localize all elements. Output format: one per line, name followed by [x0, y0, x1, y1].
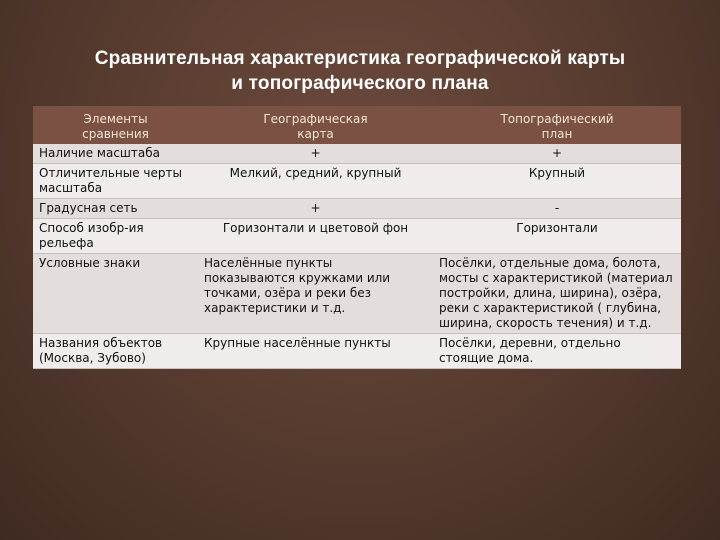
- slide-title: [0, 46, 720, 96]
- table-row: [33, 334, 681, 369]
- geo-map-cell: +: [198, 199, 433, 219]
- topo-plan-cell: -: [433, 199, 681, 219]
- table-row: [33, 219, 681, 254]
- header-cell-geo-map: Географическая карта: [198, 106, 433, 144]
- topo-plan-cell: Горизонтали: [433, 219, 681, 254]
- table-row: [33, 199, 681, 219]
- table-row: [33, 164, 681, 199]
- topo-plan-cell: Посёлки, деревни, отдельно стоящие дома.: [433, 334, 681, 369]
- row-label: Условные знаки: [33, 254, 198, 334]
- table-row: [33, 254, 681, 334]
- header-cell-elements: Элементы сравнения: [33, 106, 198, 144]
- comparison-table: [33, 106, 681, 369]
- table-header-row: [33, 106, 681, 144]
- table-row: [33, 144, 681, 164]
- slide-title-line-1: Сравнительная характеристика географической карты: [94, 48, 626, 69]
- row-label: Наличие масштаба: [33, 144, 198, 164]
- geo-map-cell: Населённые пункты показываются кружками или точками, озёра и реки без характеристики и т.д.: [198, 254, 433, 334]
- topo-plan-cell: Крупный: [433, 164, 681, 199]
- geo-map-cell: +: [198, 144, 433, 164]
- row-label: Названия объектов (Москва, Зубово): [33, 334, 198, 369]
- topo-plan-cell: +: [433, 144, 681, 164]
- topo-plan-cell: Посёлки, отдельные дома, болота, мосты с характеристикой (материал постройки, длина, ширина), озёра, реки с характеристикой ( глубина, ширина, скорость течения) и т.д.: [433, 254, 681, 334]
- geo-map-cell: Горизонтали и цветовой фон: [198, 219, 433, 254]
- geo-map-cell: Мелкий, средний, крупный: [198, 164, 433, 199]
- slide-title-line-2: и топографического плана: [231, 73, 489, 94]
- row-label: Отличительные черты масштаба: [33, 164, 198, 199]
- geo-map-cell: Крупные населённые пункты: [198, 334, 433, 369]
- row-label: Способ изобр-ия рельефа: [33, 219, 198, 254]
- header-cell-topo-plan: Топографический план: [433, 106, 681, 144]
- row-label: Градусная сеть: [33, 199, 198, 219]
